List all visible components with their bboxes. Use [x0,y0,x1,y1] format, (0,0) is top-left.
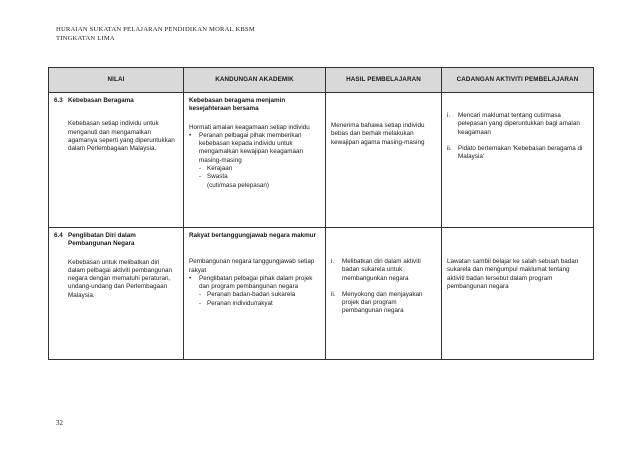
value-name: Penglibatan Diri dalam Pembangunan Negara [68,232,136,248]
content-sub-item [199,173,320,181]
value-title [54,232,178,249]
dash-icon: - [199,173,202,181]
curriculum-table [48,67,594,360]
content-sub-item [199,291,320,299]
value-number: 6.4 [54,232,63,239]
dash-icon: - [199,291,202,299]
column-header-aktiviti: CADANGAN AKTIVITI PEMBELAJARAN [442,68,594,93]
content-sub-note: (cuti/masa pelepasan) [207,181,269,189]
column-header-kandungan: KANDUNGAN AKADEMIK [184,68,326,93]
cell-hasil [326,93,442,228]
page-number: 32 [56,419,63,427]
content-title: Kebebasan beragama menjamin kesejahteraan bersama [189,97,286,113]
bullet-text: Peranan pelbagai pihak memberikan kebebasan kepada individu untuk mengamalkan kewajipan keagamaan masing-masing [199,131,303,164]
activity-item [447,112,588,137]
cell-kandungan [184,228,326,360]
value-description: Kebebasan setiap individu untuk menganuti dan mengamalkan agamanya seperti yang diperuntukkan dalam Perlembagaan Malaysia. [68,120,175,153]
activity-item [447,145,588,162]
cell-aktiviti [442,228,594,360]
outcome-text: Menerima bahawa setiap individu bebas dan berhak melakukan kewajipan agama masing-masing [331,122,425,146]
cell-nilai [49,93,184,228]
activity-text: Mencari maklumat tentang cuti/masa pelepasan yang diperuntukkan bagi amalan keagamaan [458,112,580,136]
bullet-icon: • [189,274,192,282]
content-bullet [189,132,320,165]
dash-icon: - [199,299,202,307]
sub-item-text: Peranan badan-badan sukarela [207,291,296,299]
bullet-text: Penglibatan pelbagai pihak dalam projek dan program pembangunan negara [199,274,313,291]
table-row [49,93,594,228]
sub-item-text: Peranan individu/rakyat [207,299,273,307]
cell-aktiviti [442,93,594,228]
dash-icon: - [199,165,202,173]
outcome-marker: ii. [331,290,336,298]
outcome-item [331,291,436,316]
header-subtitle: TINGKATAN LIMA [56,35,115,42]
value-title [54,97,178,105]
content-title: Rakyat bertanggungjawab negara makmur [189,232,317,239]
activity-text: Pidato bertemakan 'Kebebasan beragama di Malaysia' [458,144,583,161]
content-description: Pembangunan negara tanggungjawab setiap rakyat [189,258,315,274]
table-header-row [49,68,594,93]
header-title: HURAIAN SUKATAN PELAJARAN PENDIDIKAN MORAL KBSM [56,26,255,33]
content-sub-item [199,300,320,308]
cell-hasil [326,228,442,360]
outcome-text: Menyokong dan menjayakan projek dan program pembangunan negara [342,290,423,315]
document-header [56,25,255,43]
outcome-marker: i. [331,258,335,265]
content-bullet [189,275,320,292]
value-description: Kebebasan untuk melibatkan diri dalam pelbagai aktiviti pembangunan negara dengan mematuhi peraturan, undang-undang dan Perlembagaan Malaysia. [68,258,172,299]
activity-text: Lawatan sambil belajar ke salah sebuah badan sukarela dan mengumpul maklumat tentang aktiviti badan tersebut dalam program pembangunan negara [447,258,579,290]
value-name: Kebebasan Beragama [68,97,134,104]
column-header-nilai: NILAI [49,68,184,93]
bullet-icon: • [189,131,192,139]
content-description: Hormati amalan keagamaan setiap individu [189,123,310,131]
outcome-item [331,258,436,283]
outcome-text: Melibatkan diri dalam aktiviti badan sukarela untuk membangunkan negara [342,258,421,282]
table-row [49,228,594,360]
content-sub-item [199,165,320,173]
column-header-hasil: HASIL PEMBELAJARAN [326,68,442,93]
sub-item-text: Swasta [207,173,228,181]
value-number: 6.3 [54,97,63,104]
cell-kandungan [184,93,326,228]
activity-marker: i. [447,112,451,119]
cell-nilai [49,228,184,360]
sub-item-text: Kerajaan [207,165,233,173]
activity-marker: ii. [447,144,452,152]
